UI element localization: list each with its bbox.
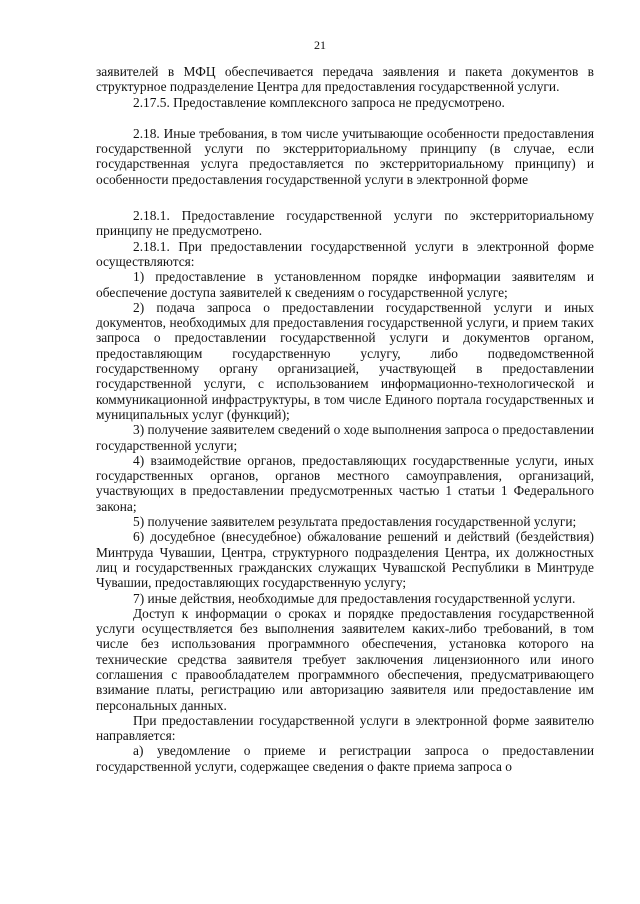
page-number: 21	[314, 38, 326, 52]
paragraph: Доступ к информации о сроках и порядке предоставления государственной услуги осуществляется без выполнения заявителем каких-либо требований, в том числе без использования программного обеспечения, установка которого на технические средства заявителя требует заключения лицензионного или иного соглашения с правообладателем программного обеспечения, предусматривающего взимание платы, регистрацию или авторизацию заявителя или предоставление им персональных данных.	[96, 605, 594, 713]
list-item: 2) подача запроса о предоставлении государственной услуги и иных документов, необходимых для предоставления государственной услуги, и прием таких запроса о предоставлении государственной услуги и документов органом, предоставляющим государственную услугу, либо подведомственной государственному органу организацией, участвующей в предоставлении государственной услуги, с использованием информационно-технологической и коммуникационной инфраструктуры, в том числе Единого портала государственных и муниципальных услуг (функций);	[96, 299, 594, 422]
list-item: 3) получение заявителем сведений о ходе выполнения запроса о предоставлении государственной услуги;	[96, 422, 594, 453]
paragraph: При предоставлении государственной услуги в электронной форме заявителю направляется:	[96, 712, 594, 744]
section-heading: 2.18. Иные требования, в том числе учитывающие особенности предоставления государственной услуги по экстерриториальному принципу (в случае, если государственная услуга предоставляется по экстерриториальному принципу) и особенности предоставления государственной услуги в электронной форме	[96, 125, 594, 187]
list-item: 7) иные действия, необходимые для предоставления государственной услуги.	[133, 590, 576, 606]
list-item: 5) получение заявителем результата предоставления государственной услуги;	[133, 514, 577, 530]
paragraph: 2.17.5. Предоставление комплексного запроса не предусмотрено.	[133, 94, 505, 110]
list-item: 6) досудебное (внесудебное) обжалование решений и действий (бездействия) Минтруда Чувашии, Центра, структурного подразделения Центра, их должностных лиц и государственных гражданских служащих Чувашской Республики в Минтруде Чувашии, предоставляющих государственную услугу;	[96, 529, 594, 591]
list-item: а) уведомление о приеме и регистрации запроса о предоставлении государственной услуги, содержащее сведения о факте приема запроса о	[96, 743, 594, 774]
document-body	[96, 64, 594, 774]
paragraph: 2.18.1. Предоставление государственной услуги по экстерриториальному принципу не предусмотрено.	[96, 208, 594, 239]
list-item: 1) предоставление в установленном порядке информации заявителям и обеспечение доступа заявителей к сведениям о государственной услуге;	[96, 269, 594, 300]
paragraph: заявителей в МФЦ обеспечивается передача заявления и пакета документов в структурное подразделение Центра для предоставления государственной услуги.	[96, 64, 594, 95]
paragraph: 2.18.1. При предоставлении государственной услуги в электронной форме осуществляются:	[96, 238, 594, 269]
list-item: 4) взаимодействие органов, предоставляющих государственные услуги, иных государственных органов, органов местного самоуправления, организаций, участвующих в предоставлении предусмотренных частью 1 статьи 1 Федерального закона;	[96, 452, 594, 514]
